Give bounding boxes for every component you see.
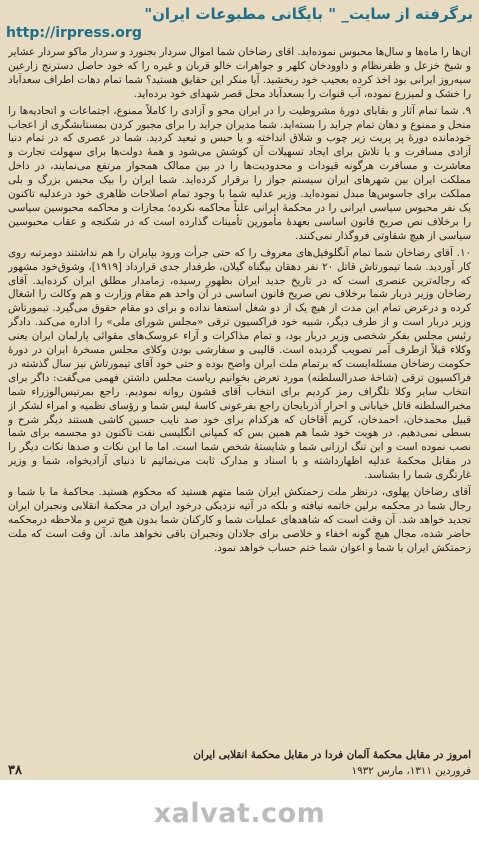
- article-signoff: [8, 748, 471, 778]
- paragraph-2: ۹. شما تمام آثار و بقایای دورهٔ مشروطیت را در ایران محو و آزادی را کاملاً ممنوع، اجتماعات و اتحادیه‌ها را منحل و ممنوع و دهان تمام جراید را بسته‌اید. شما مدیران جراید را برای مجبور کردن بمستابشگری از اعجاب خودمانده دورهٔ پر پریت زیر چوب و شلاق انداخته و یا حبس و تبعید کردید. شما در عصری که در تمام دنیا آزادی مسافرت و یا تلاش برای ایجاد تسهیلات آن کوشش می‌شود و همهٔ دولت‌ها برای سهولت تجارت و معاشرت و مسافرت هرگونه قیودات و محدودیت‌ها را در بین ممالک همجوار مرتفع می‌نمایند، در داخل مملکت ایران بین شهرهای ایران سیستم جواز را برقرار کرده‌اید. شما ایران را بیک محبس بزرگ و بلی مملکت برای جاسوس‌ها مبدل نموده‌اید. وزیر عدلیه شما با وجود تمام اصلاحات ظاهری خود درعدلیه تاکنون یک نفر محبوس سیاسی ایرانی را در محکمهٔ ایرانی علناً محاکمه نکرده؛ مجازات و محاکمه محبوسین سیاسی را برخلاف نص صریح قانون اساسی بعهدهٔ مأمورین تأمینات گذارده است که در شکنجه و عقاب محبوسین سیاسی از هیچ شقاوتی فروگذار نمی‌کنند.: [8, 104, 471, 242]
- source-url[interactable]: http://irpress.org: [6, 25, 142, 41]
- source-title: برگرفته از سایت_ " بایگانی مطبوعات ایران": [144, 5, 473, 23]
- article-body: [8, 46, 471, 746]
- paragraph-3: ۱۰. آقای رضاخان شما تمام آنگلوفیل‌های معروف را که حتی جرأت ورود بپایران را هم نداشتند دومرتبه روی کار آوردید. شما تیمورتاش قاتل ۲۰ نفر دهقان بیگناه گیلان، طرفدار جدی قرارداد [۱۹۱۹]، وشوق‌خود مشهور که رجاله‌ترین عنصری است که در تاریخ جدید ایران بظهور رسیده، زمامدار مطلق ایران کرده‌اید. آقای رضاخان وزیر دربار شما برخلاف نص صریح قانون اساسی در آن واحد هم مقام وزارت و هم وکالت را اشغال کرده و درعرض تمام این مدت از هیچ یک از دو شغل استعفا نداده و برای دو مقام حقوق می‌گیرد. تیمورتاش وزیر دربار است و از طرف دیگر، شبیه خود فراکسیون ترقی «مجلس شورای ملی» را اداره می‌کند. دادگر رئیس مجلس بفکر شخصی وزیر دربار بود، و تمام مذاکرات و آراء عروسک‌های مقوائی پارلمان ایران یعنی وکلاء قبلاً ازطرف آمر تصویب گردیده است. قالیبی و سفارشی بودن وکلای مجلس مسخرهٔ ایران در دورهٔ حکومت رضاخان مسئله‌ایست که برتمام ملت ایران واضح بوده و حتی خود آقای تیمورتاش نیز سال گذشته در فراکسیون ترقی (شاخهٔ صدرالسلطنه) مورد تعرض بخوانیم ریاست مجلس داشتن فهمی می‌گفت: داگر برای انتخاب سایر وکلا تلگراف رمز کردیم برای انتخاب آقای قشون روانه نمودیم. راجع بمرتیس‌الوزراء شما مخبرالسلطنه قاتل خیابانی و احرار آذربایجان راجع بفرعونی کاسهٔ لیس شما و رؤسای نظمیه و امراء لشکر از قبیل محمدخان، احمدخان، کریم آقاخان که هرکدام برای خود صد نایب حسین کاشی هستند دیگر شرح و بسطی نمی‌دهیم. در هویت خود شما هم همین بس که کمپانی انگلیسی نفت تاکنون دو مجسمه برای شما نصب نموده است و این تنگ ارزانی شما و شایستهٔ شخص شما است. اما ما این نکات و صدها نکات دیگر را در مقابل محکمهٔ عدلیه اظهارداشته و با اسناد و مدارک ثابت می‌نمائیم تا دنیای آزادیخواه، شما و وزیر غارتگری شما را بشناسد.: [8, 246, 471, 482]
- paragraph-1: آن‌ها را ماه‌ها و سال‌ها محبوس نموده‌اید. آقای رضاخان شما اموال سردار بجنورد و سردار ماکو سردار عشایر و شیخ خزعل و ظفرنظام و داوودخان کلهر و جواهرات خالو قربان و غیره را که خود حاصل دسترنج زارعین سیه‌روز ایرانی بود اخذ کرده بعجیب خود ربخشید. آیا منکر این حقایق هستید؟ شما تمام دهات اطراف سعدآباد را خشک و لمیزرع نموده، آب قنوات را بسعدآباد محل قصر شهدای خود برده‌اید.: [8, 46, 471, 100]
- closing-slogan: امروز در مقابل محکمهٔ آلمان فردا در مقابل محکمهٔ انقلابی ایران: [193, 749, 471, 761]
- site-watermark: xalvat.com: [153, 798, 326, 829]
- page-number: ۳۸: [8, 763, 22, 778]
- page-header: [6, 4, 473, 44]
- publication-date: فروردین ۱۳۱۱، مارس ۱۹۳۲: [351, 765, 471, 777]
- paragraph-4: آقای رضاخان پهلوی، درنظر ملت زحمتکش ایران شما متهم هستید که محکوم هستید. محاکمهٔ ما با شما و رجال شما در محکمه برلین خاتمه نیافته و بلکه در آتیه نزدیکی درخود ایران در محکمهٔ انقلابی ونجبران ایران تجدید خواهد شد. آن وقت است که شاهدهای عملیات شما و کارکنان شما بدون هیچ ترس و ملاحظه درمحکمه حاضر شده، مجال هیچ گونه اخفاء و خلاصی برای جلادان ونجبران باقی نخواهد ماند. آن وقت است که ملت زحمتکش ایران با شما و اعوان شما ختم حساب خواهد نمود.: [8, 486, 471, 554]
